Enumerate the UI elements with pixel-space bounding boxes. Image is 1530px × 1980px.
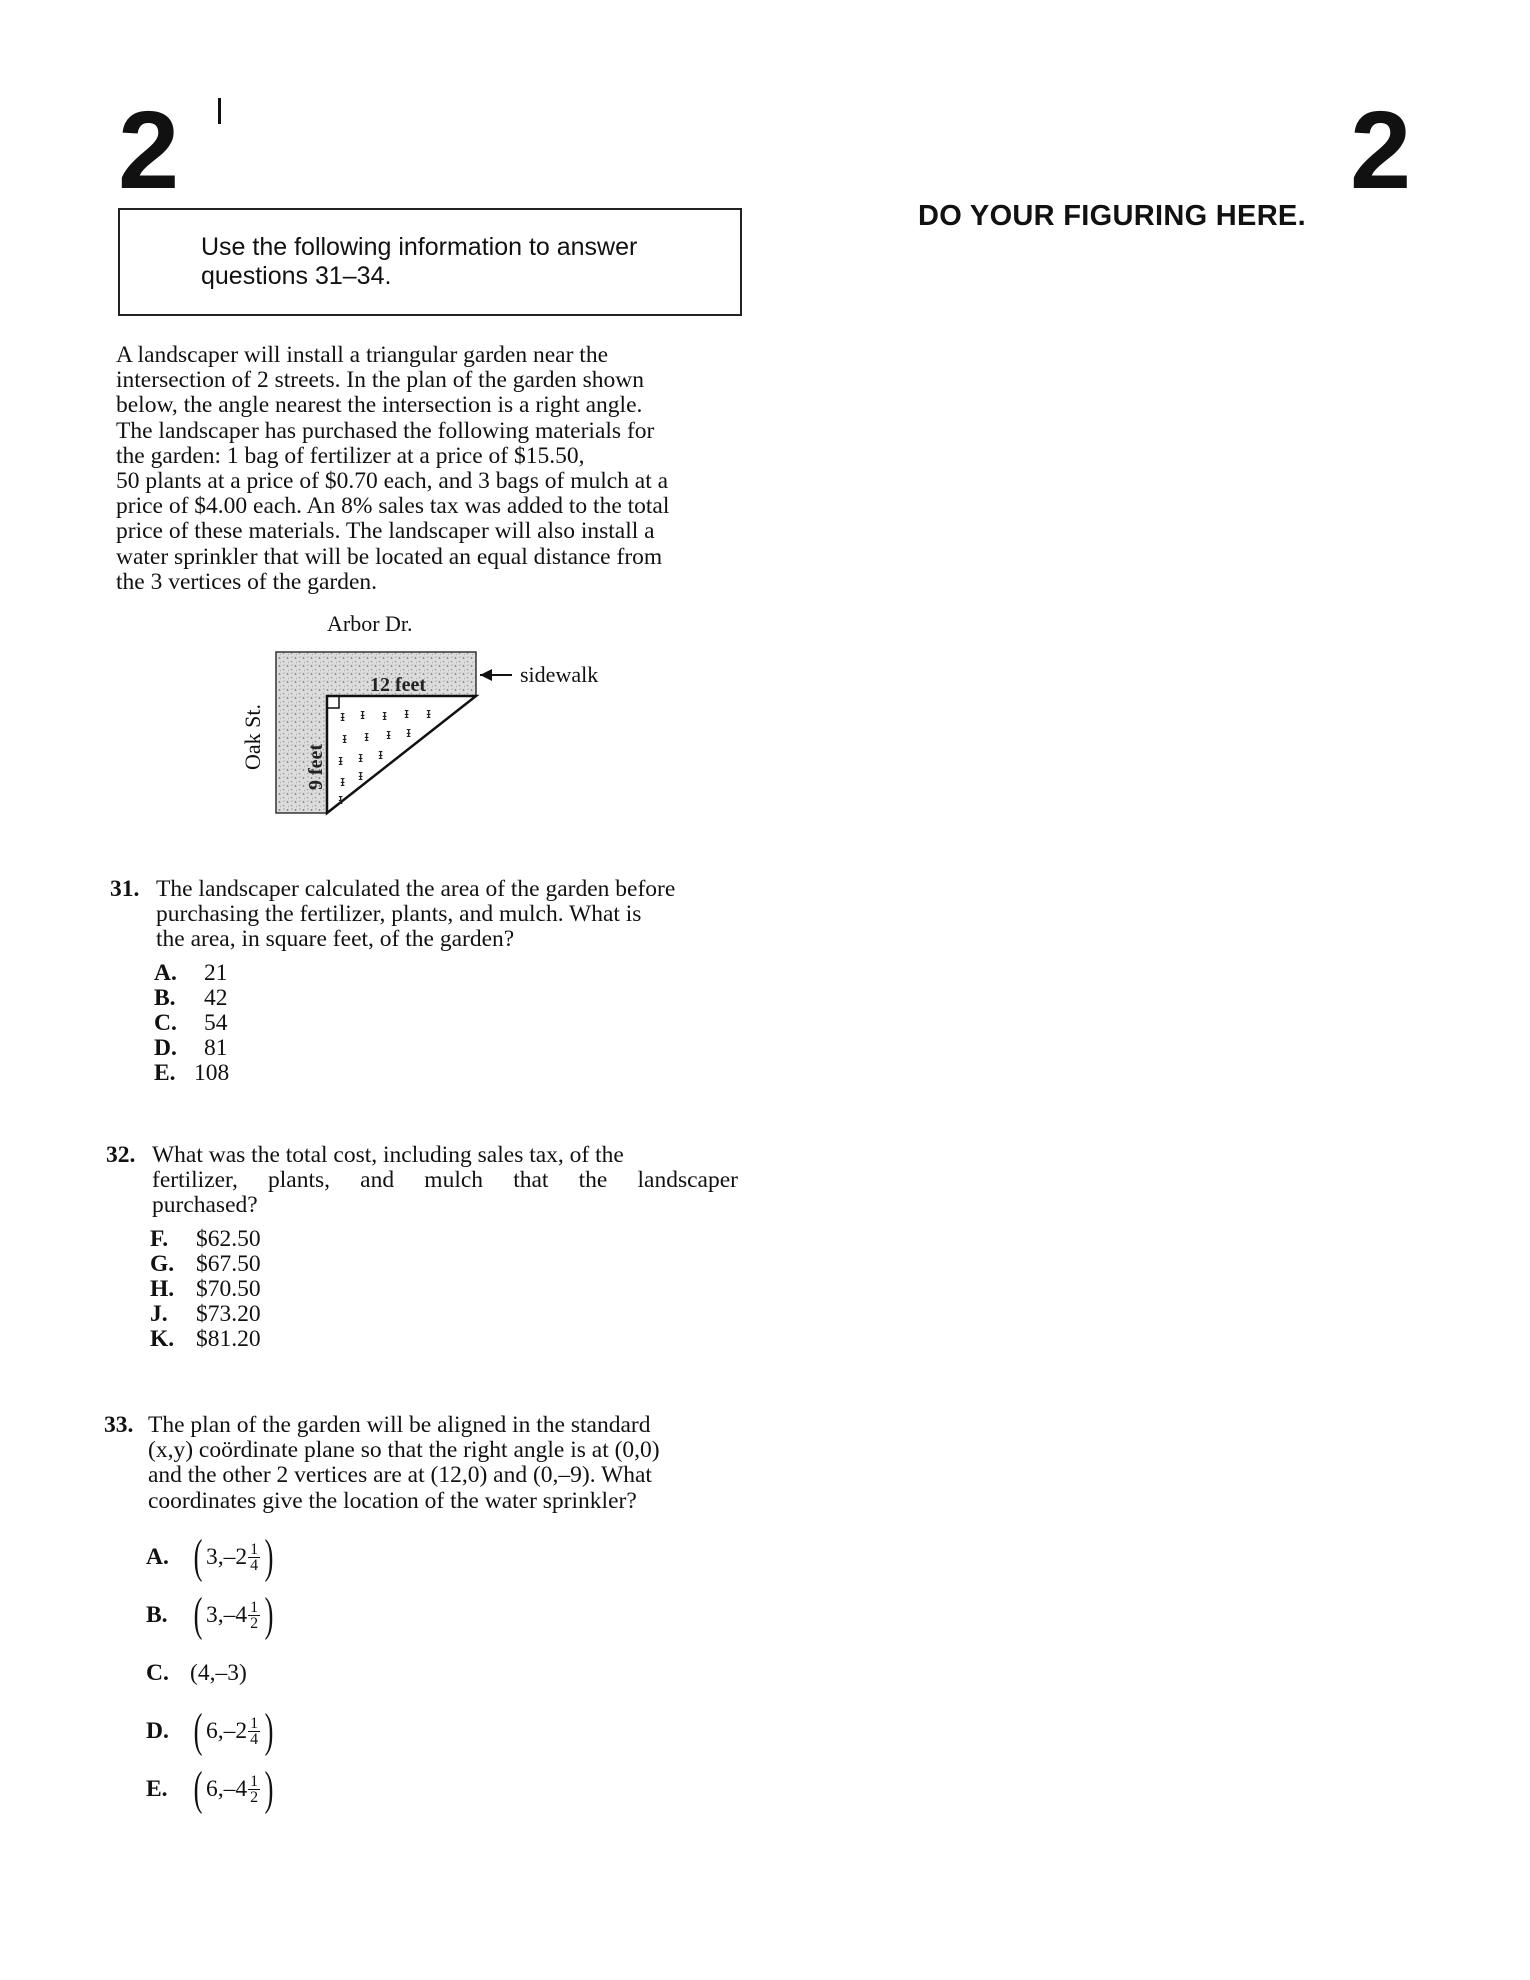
answer-choice[interactable] [150, 1252, 738, 1277]
choice-comma: , [217, 1775, 224, 1802]
question-line: The landscaper calculated the area of the garden before [156, 876, 676, 902]
choice-comma: , [217, 1601, 224, 1628]
question-line: and the other 2 vertices are at (12,0) and (0,–9). What [148, 1462, 652, 1489]
question-number: 32. [106, 1142, 136, 1168]
fraction-numerator: 1 [250, 1598, 259, 1616]
info-box-line-1: Use the following information to answer [201, 233, 638, 261]
fraction-numerator: 1 [250, 1540, 259, 1558]
passage-line: water sprinkler that will be located an equal distance from [116, 543, 663, 570]
choice-letter: D. [154, 1034, 177, 1061]
choice-letter: C. [146, 1659, 169, 1686]
svg-text:ᵻ: ᵻ [386, 727, 392, 743]
choice-text: $70.50 [196, 1275, 261, 1302]
choice-letter: H. [150, 1275, 175, 1302]
answer-choice[interactable] [150, 1227, 738, 1252]
fraction-numerator: 1 [250, 1772, 259, 1790]
choice-letter: F. [150, 1225, 169, 1252]
choice-x: 6 [205, 1717, 218, 1744]
fraction [248, 1716, 260, 1747]
passage-line: the 3 vertices of the garden. [116, 568, 378, 595]
fraction-denominator: 2 [250, 1614, 259, 1632]
question-33 [104, 1413, 738, 1514]
answer-choice[interactable] [146, 1586, 277, 1644]
fraction-denominator: 2 [250, 1788, 259, 1806]
leg-label-9-feet: 9 feet [305, 743, 327, 790]
choice-whole: –4 [223, 1601, 248, 1628]
svg-text:ᵻ: ᵻ [426, 706, 432, 722]
choice-letter: E. [146, 1775, 168, 1802]
choice-letter: A. [154, 959, 177, 986]
answer-choice[interactable] [150, 1327, 738, 1352]
svg-text:ᵻ: ᵻ [358, 768, 364, 784]
answer-choice[interactable] [154, 961, 742, 986]
figuring-note: DO YOUR FIGURING HERE. [918, 200, 1306, 232]
svg-text:ᵻ: ᵻ [378, 747, 384, 763]
choice-text: $67.50 [196, 1250, 261, 1277]
passage-line: price of these materials. The landscaper will also install a [116, 518, 655, 545]
info-box-line-2: questions 31–34. [201, 262, 392, 290]
fraction [248, 1774, 260, 1805]
passage-line: the garden: 1 bag of fertilizer at a price of $15.50, [116, 442, 585, 469]
street-label-arbor: Arbor Dr. [327, 611, 413, 636]
sidewalk-arrow-head [480, 669, 492, 681]
close-paren: ) [264, 1762, 274, 1815]
passage-line: 50 plants at a price of $0.70 each, and 3 bags of mulch at a [116, 468, 669, 495]
passage-line: price of $4.00 each. An 8% sales tax was added to the total [116, 493, 670, 520]
garden-triangle [327, 696, 476, 813]
svg-text:ᵻ: ᵻ [340, 774, 346, 790]
answer-choice[interactable] [154, 1036, 742, 1061]
choice-letter: E. [154, 1059, 176, 1086]
question-32 [106, 1143, 738, 1352]
choice-comma: , [217, 1717, 224, 1744]
answer-choice[interactable] [150, 1277, 738, 1302]
choice-text: 108 [194, 1059, 230, 1086]
section-number-right: 2 [1350, 89, 1412, 212]
question-line: purchased? [152, 1192, 258, 1219]
choice-whole: –2 [223, 1543, 248, 1570]
street-label-oak: Oak St. [240, 704, 265, 770]
choice-text: (4,–3) [190, 1659, 247, 1686]
choice-letter: K. [150, 1325, 175, 1352]
answer-choice[interactable] [146, 1702, 277, 1760]
open-paren: ( [193, 1704, 203, 1757]
choice-text: 54 [204, 1009, 228, 1036]
question-33-choices [146, 1528, 277, 1818]
passage-line: below, the angle nearest the intersection is a right angle. [116, 392, 643, 419]
answer-choice[interactable] [154, 1061, 742, 1086]
answer-choice[interactable] [154, 1011, 742, 1036]
choice-letter: B. [146, 1601, 168, 1628]
fraction [248, 1600, 260, 1631]
open-paren: ( [193, 1762, 203, 1815]
fraction-denominator: 4 [250, 1730, 259, 1748]
choice-text: $81.20 [196, 1325, 261, 1352]
passage-line: intersection of 2 streets. In the plan of the garden shown [116, 367, 644, 394]
question-31 [110, 877, 742, 1086]
garden-plan-figure [230, 608, 650, 818]
tick-mark [218, 98, 221, 124]
choice-text: $62.50 [196, 1225, 261, 1252]
choice-x: 6 [205, 1775, 218, 1802]
passage-line: A landscaper will install a triangular garden near the [116, 342, 609, 368]
question-line: fertilizer, plants, and mulch that the landscaper [152, 1167, 738, 1194]
svg-text:ᵻ: ᵻ [340, 709, 346, 725]
choice-letter: A. [146, 1543, 169, 1570]
open-paren: ( [193, 1530, 203, 1583]
question-line: What was the total cost, including sales tax, of the [152, 1142, 624, 1168]
svg-text:ᵻ: ᵻ [360, 707, 366, 723]
close-paren: ) [264, 1588, 274, 1641]
close-paren: ) [264, 1530, 274, 1583]
section-number-left: 2 [118, 89, 180, 212]
info-box [118, 208, 742, 316]
choice-letter: C. [154, 1009, 177, 1036]
choice-whole: –2 [223, 1717, 248, 1744]
svg-text:ᵻ: ᵻ [342, 731, 348, 747]
fraction-denominator: 4 [250, 1556, 259, 1574]
svg-text:ᵻ: ᵻ [338, 792, 344, 808]
fraction-numerator: 1 [250, 1714, 259, 1732]
sidewalk-label: sidewalk [520, 662, 599, 687]
question-line: the area, in square feet, of the garden? [156, 926, 515, 953]
answer-choice[interactable] [146, 1760, 277, 1818]
choice-whole: –4 [223, 1775, 248, 1802]
question-line: The plan of the garden will be aligned in the standard [148, 1412, 651, 1438]
choice-letter: D. [146, 1717, 169, 1744]
choice-x: 3 [205, 1543, 218, 1570]
choice-text: 21 [204, 959, 228, 986]
choice-letter: J. [150, 1300, 168, 1327]
answer-choice[interactable] [150, 1302, 738, 1327]
choice-letter: G. [150, 1250, 175, 1277]
question-line: purchasing the fertilizer, plants, and mulch. What is [156, 901, 642, 928]
question-line: (x,y) coördinate plane so that the right angle is at (0,0) [148, 1437, 660, 1464]
choice-letter: B. [154, 984, 176, 1011]
question-number: 33. [104, 1412, 134, 1438]
svg-text:ᵻ: ᵻ [382, 708, 388, 724]
answer-choice[interactable] [146, 1644, 277, 1702]
svg-text:ᵻ: ᵻ [406, 725, 412, 741]
question-number: 31. [110, 876, 140, 902]
passage-line: The landscaper has purchased the following materials for [116, 417, 655, 444]
choice-text: 81 [204, 1034, 228, 1061]
choice-text: 42 [204, 984, 228, 1011]
open-paren: ( [193, 1588, 203, 1641]
choice-text: $73.20 [196, 1300, 261, 1327]
close-paren: ) [264, 1704, 274, 1757]
passage [116, 343, 742, 595]
svg-text:ᵻ: ᵻ [358, 750, 364, 766]
question-line: coordinates give the location of the water sprinkler? [148, 1487, 637, 1514]
answer-choice[interactable] [154, 986, 742, 1011]
choice-comma: , [217, 1543, 224, 1570]
svg-text:ᵻ: ᵻ [338, 753, 344, 769]
leg-label-12-feet: 12 feet [370, 674, 427, 696]
choice-x: 3 [205, 1601, 218, 1628]
svg-text:ᵻ: ᵻ [404, 706, 410, 722]
svg-text:ᵻ: ᵻ [364, 729, 370, 745]
answer-choice[interactable] [146, 1528, 277, 1586]
fraction [248, 1542, 260, 1573]
